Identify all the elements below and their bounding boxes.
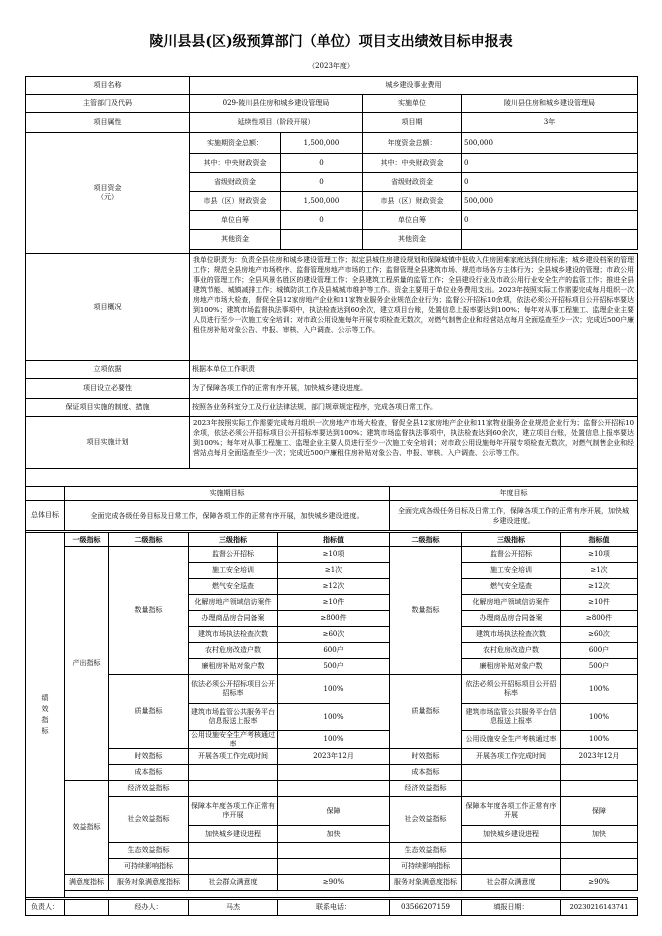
quantity-level3-year: 建筑市场执法检查次数 <box>461 626 561 643</box>
fund-value-year: 500,000 <box>461 191 638 211</box>
quantity-level3: 廉租房补贴对象户数 <box>188 658 278 675</box>
cost-level3-year <box>461 764 561 781</box>
cost-label: 成本指标 <box>108 764 189 781</box>
quantity-value-year: ≥10项 <box>560 546 638 563</box>
quantity-value: 500户 <box>277 658 390 675</box>
goals-blank-cell <box>25 486 65 501</box>
quality-label-year: 质量指标 <box>389 674 462 749</box>
fund-value-impl: 0 <box>280 210 363 230</box>
fund-label-year: 市县（区）财政资金 <box>362 191 462 211</box>
fund-label: 项目资金 （元） <box>25 132 190 254</box>
satisfaction-level3: 社会群众满意度 <box>188 874 278 891</box>
year-label: （2023年度） <box>308 62 354 70</box>
satisfaction-label: 满意度指标 <box>64 874 109 891</box>
attr-label: 项目属性 <box>25 112 190 133</box>
dept-label: 主管部门及代码 <box>25 94 190 113</box>
economic-value <box>277 780 390 797</box>
page-title: 陵川县县(区)级预算部门（单位）项目支出绩效目标申报表 <box>149 34 513 50</box>
overview-text: 我单位职责为：负责全县住房和城乡建设管理工作；拟定县城住房建设规划和保障城镇中低收入住房困难家庭达到住房标准；城乡建设档案的管理工作；规范全县房地产市场秩序、监督管理房地产市场的工作；监督管理全县建筑市场、规范市场各方主体行为；全县城乡建设的管理；市政公用事业的管理工作；全县风景名胜区的建设管理工作；全县建筑工程质量的监管工作；全县建设行业及市政公用行业安全生产的监管工作；推进全县建筑节能、城镇减排工作；城镇防洪工作及县城城市维护等工作。资金主要用于单位业务费用支出。2023年按照实际工作需要完成每月组织一次房地产市场大检查，督促全县12家房地产企业和11家物业服务企业规范企业行为；监督公开招标10余项，依法必须公开招标项目公开招标率要达到100%；建筑市场监督执法事项中，执法检查达到60余次，建立项目台账，处置信息上报率要达到100%；每年对从事工程施工、监理企业主要人员进行至少一次施工安全培训；对市政公用设施每年开展专项检查无数次，对燃气制售企业和经营站点每月全面巡查至少一次；完成近500户廉租住房补贴对象公告、申报、审核、入户调查、公示等工作。 <box>189 253 638 361</box>
sustain-value <box>277 858 390 875</box>
dept-value: 029-陵川县住房和城乡建设管理局 <box>189 94 363 113</box>
quantity-label: 数量指标 <box>108 546 189 675</box>
project-name-value: 城乡建设事业费用 <box>189 76 638 95</box>
quality-label: 质量指标 <box>108 674 189 749</box>
necessity-value: 为了保障各项工作的正常有序开展，加快城乡建设进度。 <box>189 378 638 399</box>
header-level2: 二级指标 <box>108 532 189 547</box>
satisfaction-value-year: ≥90% <box>560 874 638 891</box>
footer-date-label: 填报日期： <box>461 899 561 916</box>
quality-value: 100% <box>277 674 390 704</box>
time-level3-year: 开展各项工作完成时间 <box>461 748 561 765</box>
social-level3: 加快城乡建设进程 <box>188 825 278 843</box>
fund-label-impl: 其他资金 <box>189 229 281 250</box>
quantity-level3: 办理商品房合同备案 <box>188 610 278 627</box>
fund-value-impl <box>280 229 363 250</box>
quantity-level3-year: 监督公开招标 <box>461 546 561 563</box>
satisfaction-level3-year: 社会群众满意度 <box>461 874 561 891</box>
eco-value-year <box>560 842 638 859</box>
fund-value-impl: 1,500,000 <box>280 191 363 211</box>
overview-label: 项目概况 <box>25 253 190 361</box>
output-label: 产出指标 <box>64 546 109 781</box>
social-level3: 保障本年度各项工作正常有序开展 <box>188 796 278 826</box>
quantity-value: 600户 <box>277 642 390 659</box>
time-label-year: 时效指标 <box>389 748 462 765</box>
quantity-level3: 监督公开招标 <box>188 546 278 563</box>
sustain-label-year: 可持续影响指标 <box>389 858 462 875</box>
quantity-value-year: ≥800件 <box>560 610 638 627</box>
cost-value-year <box>560 764 638 781</box>
social-value: 加快 <box>277 825 390 843</box>
quantity-value-year: ≥10件 <box>560 594 638 611</box>
social-level3-year: 保障本年度各项工作正常有序开展 <box>461 796 561 826</box>
quantity-level3-year: 施工安全培训 <box>461 562 561 579</box>
quality-level3: 公用设施安全生产考核通过率 <box>188 730 278 749</box>
quantity-value: ≥12次 <box>277 578 390 595</box>
eco-level3-year <box>461 842 561 859</box>
quantity-level3-year: 农村危房改造户数 <box>461 642 561 659</box>
overall-goal-label: 总体目标 <box>25 500 65 531</box>
fund-label-year: 其中：中央财政资金 <box>362 153 462 173</box>
period-label: 项目期 <box>362 112 462 133</box>
fund-value-year: 0 <box>461 210 638 230</box>
project-name-label: 项目名称 <box>25 76 190 95</box>
fund-label-year: 年度资金总额： <box>362 132 462 154</box>
sustain-level3 <box>188 858 278 875</box>
fund-label-year: 其他资金 <box>362 229 462 250</box>
quantity-value-year: 600户 <box>560 642 638 659</box>
quality-value: 100% <box>277 703 390 731</box>
year-goal-text: 全面完成各级任务目标及日常工作，保障各项工作的正常有序开展，加快城乡建设进度。 <box>389 500 638 531</box>
footer-resp-label: 负责人： <box>25 899 65 916</box>
quantity-level3-year: 办理商品房合同备案 <box>461 610 561 627</box>
quality-value-year: 100% <box>560 730 638 749</box>
basis-value: 根据本单位工作职责 <box>189 360 638 379</box>
social-value: 保障 <box>277 796 390 826</box>
fund-value-year: 500,000 <box>461 132 638 154</box>
fund-label-impl: 实施期资金总额： <box>189 132 281 154</box>
social-label-year: 社会效益指标 <box>389 796 462 843</box>
quantity-value: ≥800件 <box>277 610 390 627</box>
cost-label-year: 成本指标 <box>389 764 462 781</box>
quantity-level3: 燃气安全巡查 <box>188 578 278 595</box>
fund-value-impl: 0 <box>280 172 363 192</box>
year-goal-header: 年度目标 <box>389 486 638 501</box>
spacer-row <box>25 468 638 487</box>
quantity-level3: 农村危房改造户数 <box>188 642 278 659</box>
quantity-value-year: 500户 <box>560 658 638 675</box>
eco-label: 生态效益指标 <box>108 842 189 859</box>
effect-label: 效益指标 <box>64 780 109 875</box>
social-value-year: 加快 <box>560 825 638 843</box>
quantity-level3: 建筑市场执法检查次数 <box>188 626 278 643</box>
fund-value-year: 0 <box>461 172 638 192</box>
necessity-label: 项目设立必要性 <box>25 378 190 399</box>
footer-handler-value: 马杰 <box>188 899 278 916</box>
sustain-label: 可持续影响指标 <box>108 858 189 875</box>
economic-level3 <box>188 780 278 797</box>
header-level3: 三级指标 <box>188 532 278 547</box>
quantity-label-year: 数量指标 <box>389 546 462 675</box>
cost-value <box>277 764 390 781</box>
impl-goal-text: 全面完成各级任务目标及日常工作，保障各项工作的正常有序开展，加快城乡建设进度。 <box>64 500 390 531</box>
quantity-level3: 施工安全培训 <box>188 562 278 579</box>
fund-value-impl: 0 <box>280 153 363 173</box>
quantity-level3-year: 燃气安全巡查 <box>461 578 561 595</box>
quantity-value-year: ≥60次 <box>560 626 638 643</box>
time-level3: 开展各项工作完成时间 <box>188 748 278 765</box>
social-label: 社会效益指标 <box>108 796 189 843</box>
quality-level3: 依法必须公开招标项目公开招标率 <box>188 674 278 704</box>
fund-label-impl: 单位自筹 <box>189 210 281 230</box>
header-value-year: 指标值 <box>560 532 638 547</box>
social-value-year: 保障 <box>560 796 638 826</box>
quantity-value: ≥10项 <box>277 546 390 563</box>
fund-label-impl: 市县（区）财政资金 <box>189 191 281 211</box>
quality-level3: 建筑市场监管公共服务平台信息报送上报率 <box>188 703 278 731</box>
footer-handler-label: 经办人： <box>108 899 189 916</box>
social-level3-year: 加快城乡建设进程 <box>461 825 561 843</box>
eco-value <box>277 842 390 859</box>
quantity-value: ≥1次 <box>277 562 390 579</box>
economic-level3-year <box>461 780 561 797</box>
basis-label: 立项依据 <box>25 360 190 379</box>
sustain-value-year <box>560 858 638 875</box>
quality-value-year: 100% <box>560 703 638 731</box>
time-label: 时效指标 <box>108 748 189 765</box>
fund-value-year: 0 <box>461 153 638 173</box>
period-value: 3年 <box>461 112 638 133</box>
impl-goal-header: 实施期目标 <box>64 486 390 501</box>
header-level1: 一级指标 <box>64 532 109 547</box>
satisfaction-level2-year: 服务对象满意度指标 <box>389 874 462 891</box>
attr-value: 延续性项目（阶段开展） <box>189 112 363 133</box>
quantity-value: ≥60次 <box>277 626 390 643</box>
economic-value-year <box>560 780 638 797</box>
quantity-level3-year: 化解房地产领域信访案件 <box>461 594 561 611</box>
header-level3-year: 三级指标 <box>461 532 561 547</box>
fund-value-impl: 1,500,000 <box>280 132 363 154</box>
quality-level3-year: 公用设施安全生产考核通过率 <box>461 730 561 749</box>
guarantee-label: 保证项目实施的制度、措施 <box>25 398 190 417</box>
quality-value: 100% <box>277 730 390 749</box>
eco-level3 <box>188 842 278 859</box>
satisfaction-level2: 服务对象满意度指标 <box>108 874 189 891</box>
time-value-year: 2023年12月 <box>560 748 638 765</box>
quality-value-year: 100% <box>560 674 638 704</box>
fund-label-impl: 其中：中央财政资金 <box>189 153 281 173</box>
unit-value: 陵川县住房和城乡建设管理局 <box>461 94 638 113</box>
eco-label-year: 生态效益指标 <box>389 842 462 859</box>
fund-label-impl: 省级财政资金 <box>189 172 281 192</box>
quantity-value: ≥10件 <box>277 594 390 611</box>
header-value: 指标值 <box>277 532 390 547</box>
footer-resp-value <box>64 899 109 916</box>
header-level2-year: 二级指标 <box>389 532 462 547</box>
footer-phone-value: 03566207159 <box>389 899 462 916</box>
quantity-value-year: ≥1次 <box>560 562 638 579</box>
quantity-value-year: ≥12次 <box>560 578 638 595</box>
indicator-side-label: 绩 效 指 标 <box>25 532 65 898</box>
quality-level3-year: 建筑市场监管公共服务平台信息报送上报率 <box>461 703 561 731</box>
economic-label-year: 经济效益指标 <box>389 780 462 797</box>
sustain-level3-year <box>461 858 561 875</box>
economic-label: 经济效益指标 <box>108 780 189 797</box>
plan-text: 2023年按照实际工作需要完成每月组织一次房地产市场大检查，督促全县12家房地产企业和11家物业服务企业规范企业行为；监督公开招标10余项，依法必须公开招标项目公开招标率要达到100%；建筑市场监督执法事项中，执法检查达到60余次，建立项目台账，处置信息上报率要达到100%；每年对从事工程施工、监理企业主要人员进行至少一次施工安全培训；对市政公用设施每年开展专项检查无数次，对燃气制售企业和经营站点每月全面巡查至少一次；完成近500户廉租住房补贴对象公告、申报、审核、入户调查、公示等工作。 <box>189 416 638 469</box>
guarantee-value: 按照各业务科室分工及行业法律法规、部门规章规定程序，完成各项日常工作。 <box>189 398 638 417</box>
footer-date-value: 20230216143741 <box>560 899 638 916</box>
satisfaction-value: ≥90% <box>277 874 390 891</box>
cost-level3 <box>188 764 278 781</box>
footer-phone-label: 联系电话： <box>277 899 390 916</box>
plan-label: 项目实施计划 <box>25 416 190 469</box>
time-value: 2023年12月 <box>277 748 390 765</box>
quantity-level3-year: 廉租房补贴对象户数 <box>461 658 561 675</box>
fund-value-year <box>461 229 638 250</box>
unit-label: 实施单位 <box>362 94 462 113</box>
fund-label-year: 省级财政资金 <box>362 172 462 192</box>
fund-label-year: 单位自筹 <box>362 210 462 230</box>
quality-level3-year: 依法必须公开招标项目公开招标率 <box>461 674 561 704</box>
quantity-level3: 化解房地产领域信访案件 <box>188 594 278 611</box>
